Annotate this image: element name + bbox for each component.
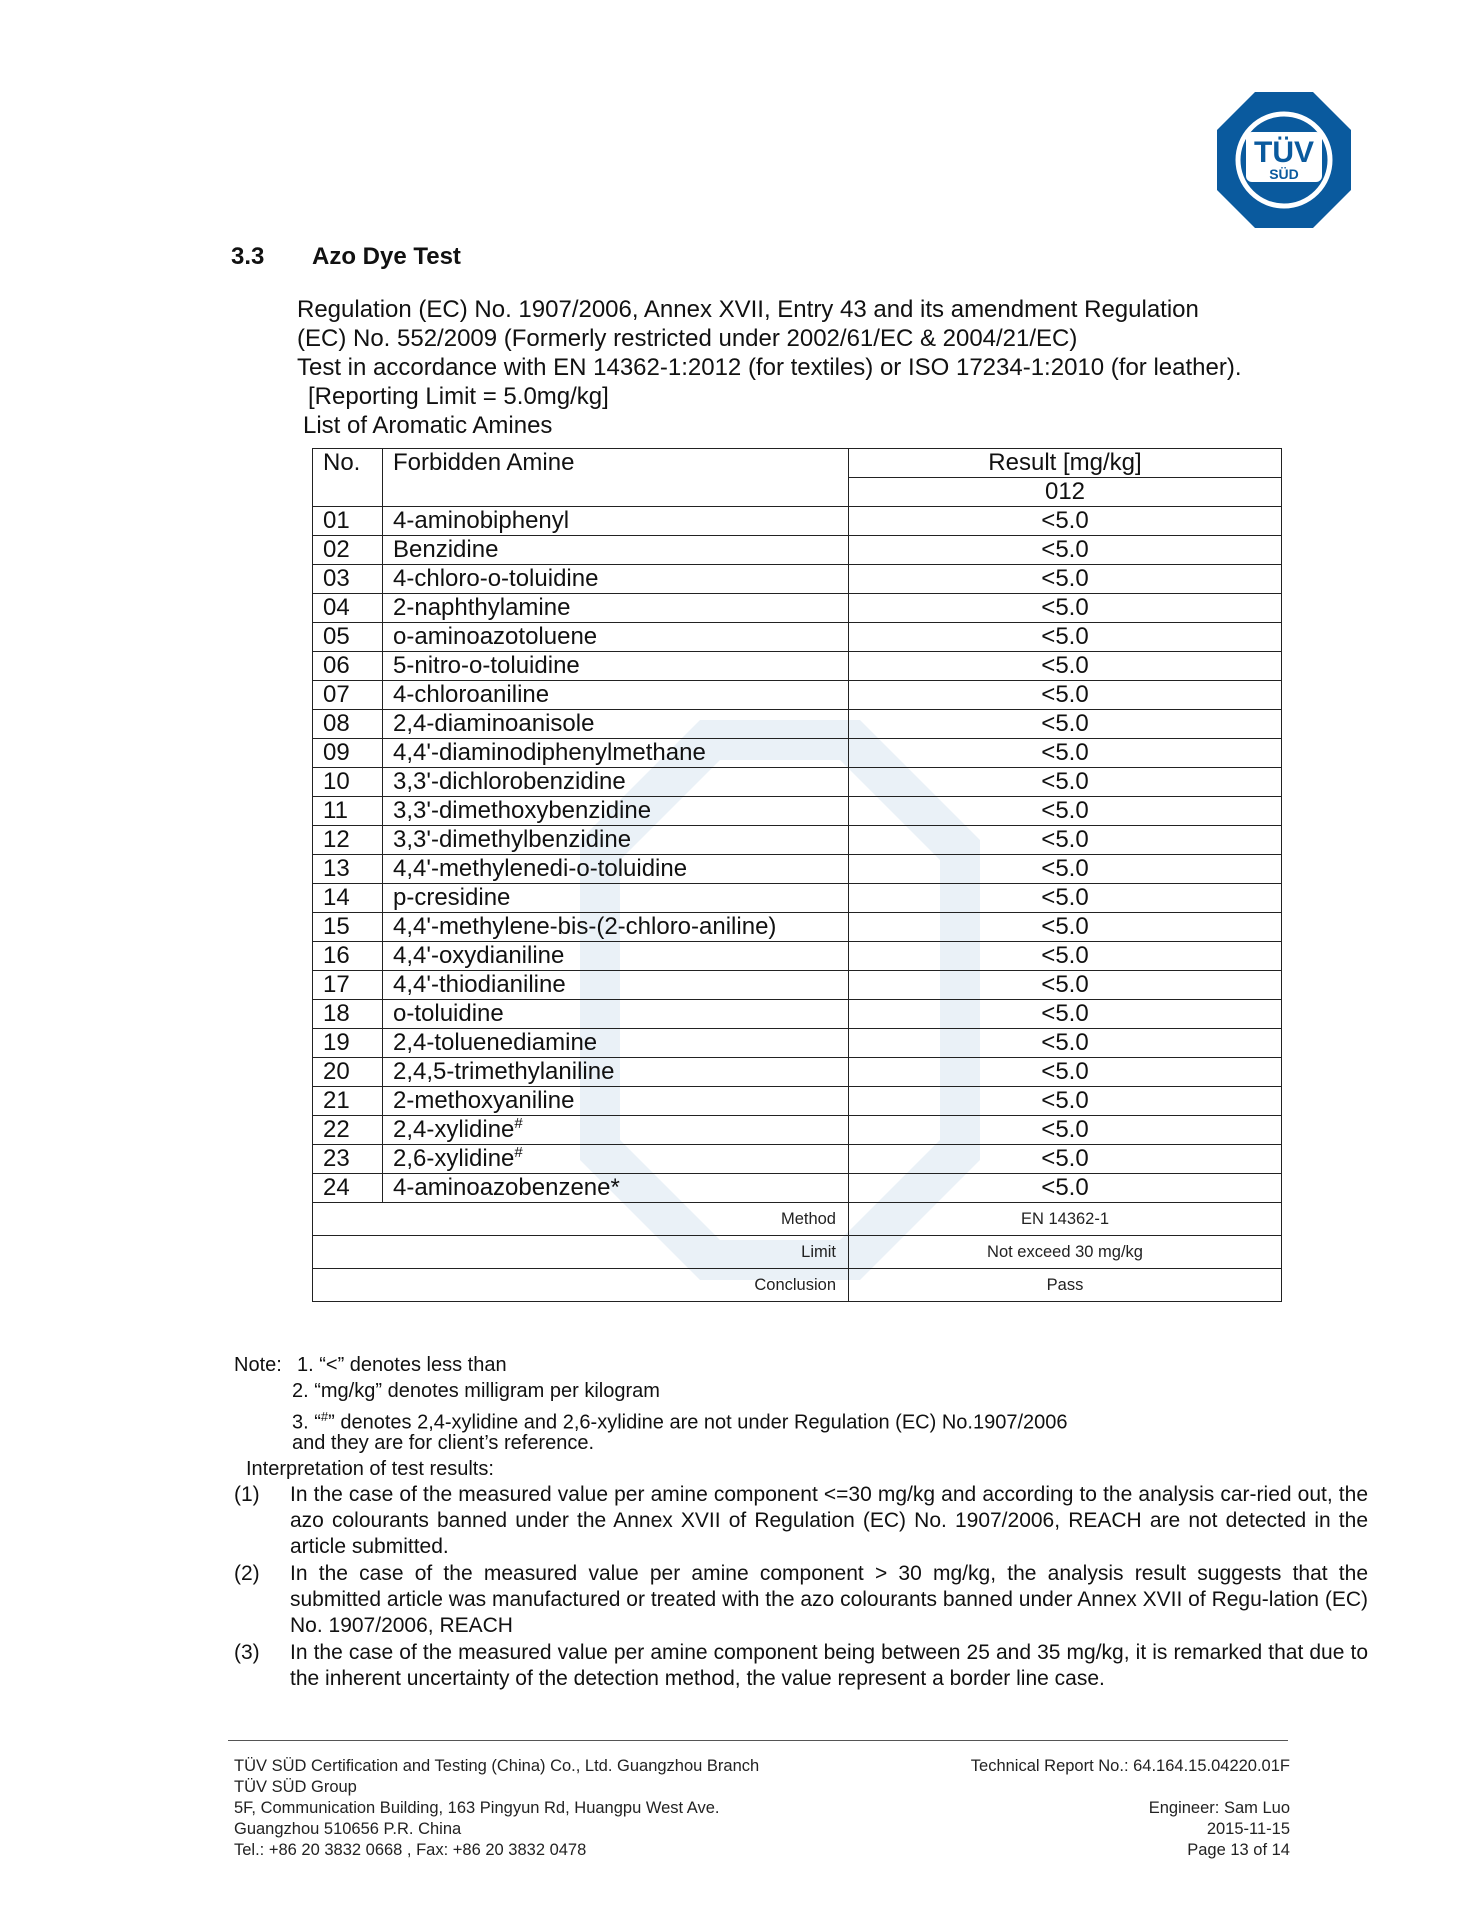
note-3-continued: and they are for client’s reference. [292,1432,595,1454]
logo-top-text: TÜV [1254,136,1314,169]
footer-company: TÜV SÜD Certification and Testing (China) Co., Ltd. Guangzhou Branch [234,1757,760,1775]
footer-group: TÜV SÜD Group [234,1778,357,1796]
row-result: <5.0 [849,1087,1282,1116]
row-amine: 2,4-diaminoanisole [383,710,849,739]
note-1: 1. “<” denotes less than [297,1354,507,1376]
limit-row [313,1236,1282,1269]
row-number: 01 [313,507,383,536]
table-row [313,855,1282,884]
footer-report-number: Technical Report No.: 64.164.15.04220.01F [970,1757,1290,1775]
tuv-sud-logo [1215,90,1353,230]
row-number: 02 [313,536,383,565]
row-number: 22 [313,1116,383,1145]
amine-list-title: List of Aromatic Amines [303,412,553,439]
row-amine: 4,4'-diaminodiphenylmethane [383,739,849,768]
section-number: 3.3 [231,243,265,270]
note-2: 2. “mg/kg” denotes milligram per kilogram [292,1380,660,1402]
interpretation-3-text: In the case of the measured value per amine component being between 25 and 35 mg/kg, it is remarked that due to the inherent uncertainty of the detection method, the value represent a border line case. [290,1641,1368,1690]
table-row [313,1058,1282,1087]
row-amine: 3,3'-dimethylbenzidine [383,826,849,855]
row-amine: 4-chloro-o-toluidine [383,565,849,594]
table-row [313,1116,1282,1145]
row-number: 24 [313,1174,383,1203]
row-amine: 4,4'-methylene-bis-(2-chloro-aniline) [383,913,849,942]
row-number: 15 [313,913,383,942]
logo-bottom-text: SÜD [1269,166,1299,182]
table-row [313,884,1282,913]
row-result: <5.0 [849,913,1282,942]
row-amine: 4-chloroaniline [383,681,849,710]
row-result: <5.0 [849,594,1282,623]
row-result: <5.0 [849,1029,1282,1058]
table-row [313,768,1282,797]
row-result: <5.0 [849,1058,1282,1087]
table-row [313,1029,1282,1058]
row-number: 07 [313,681,383,710]
reporting-limit: [Reporting Limit = 5.0mg/kg] [308,383,609,410]
table-row [313,942,1282,971]
row-amine: o-toluidine [383,1000,849,1029]
row-result: <5.0 [849,536,1282,565]
method-label: Method [313,1203,849,1236]
row-amine: 2,4-xylidine# [383,1116,849,1145]
intro-line-1: Regulation (EC) No. 1907/2006, Annex XVII, Entry 43 and its amendment Regulation [297,296,1199,323]
limit-value: Not exceed 30 mg/kg [849,1236,1282,1269]
row-amine: 2-naphthylamine [383,594,849,623]
row-number: 19 [313,1029,383,1058]
row-amine: p-cresidine [383,884,849,913]
row-amine: 4-aminobiphenyl [383,507,849,536]
table-row [313,826,1282,855]
conclusion-value: Pass [849,1269,1282,1302]
amine-results-table [312,448,1282,1302]
row-number: 03 [313,565,383,594]
footer-engineer: Engineer: Sam Luo [1148,1799,1290,1817]
table-row [313,1145,1282,1174]
row-result: <5.0 [849,710,1282,739]
section-title: Azo Dye Test [312,243,461,270]
row-amine: 4,4'-thiodianiline [383,971,849,1000]
row-number: 17 [313,971,383,1000]
row-result: <5.0 [849,826,1282,855]
row-result: <5.0 [849,623,1282,652]
table-row [313,536,1282,565]
row-result: <5.0 [849,797,1282,826]
table-row [313,1000,1282,1029]
row-result: <5.0 [849,739,1282,768]
interpretation-1-number: (1) [234,1483,260,1506]
table-row [313,652,1282,681]
row-amine: 2,4,5-trimethylaniline [383,1058,849,1087]
header-no: No. [313,449,383,507]
table-row [313,1087,1282,1116]
conclusion-row [313,1269,1282,1302]
intro-line-3: Test in accordance with EN 14362-1:2012 (for textiles) or ISO 17234-1:2010 (for leather). [297,354,1242,381]
row-result: <5.0 [849,507,1282,536]
row-number: 18 [313,1000,383,1029]
row-result: <5.0 [849,971,1282,1000]
row-result: <5.0 [849,652,1282,681]
row-result: <5.0 [849,855,1282,884]
row-amine: 2,6-xylidine# [383,1145,849,1174]
row-number: 16 [313,942,383,971]
footer-address-2: Guangzhou 510656 P.R. China [234,1820,462,1838]
interpretation-1-text: In the case of the measured value per amine component <=30 mg/kg and according to the analysis car-ried out, the azo colourants banned under the Annex XVII of Regulation (EC) No. 1907/2006, REACH are not detected in the article submitted. [290,1483,1368,1558]
row-number: 20 [313,1058,383,1087]
row-number: 13 [313,855,383,884]
footer-page-number: Page 13 of 14 [1187,1841,1290,1859]
row-result: <5.0 [849,1000,1282,1029]
table-row [313,1174,1282,1203]
row-amine: 2,4-toluenediamine [383,1029,849,1058]
limit-label: Limit [313,1236,849,1269]
row-amine: Benzidine [383,536,849,565]
table-row [313,594,1282,623]
row-result: <5.0 [849,565,1282,594]
interpretation-2-text: In the case of the measured value per amine component > 30 mg/kg, the analysis result suggests that the submitted article was manufactured or treated with the azo colourants banned under Annex XVII of Regu-lation (EC) No. 1907/2006, REACH [290,1562,1368,1637]
table-row [313,739,1282,768]
row-number: 11 [313,797,383,826]
footer-address-1: 5F, Communication Building, 163 Pingyun Rd, Huangpu West Ave. [234,1799,720,1817]
interpretation-title: Interpretation of test results: [246,1458,494,1480]
row-amine: 5-nitro-o-toluidine [383,652,849,681]
interpretation-3-number: (3) [234,1641,260,1664]
header-amine: Forbidden Amine [383,449,849,507]
row-number: 10 [313,768,383,797]
interpretation-2-number: (2) [234,1562,260,1585]
footer-contact: Tel.: +86 20 3832 0668 , Fax: +86 20 3832 0478 [234,1841,587,1859]
intro-line-2: (EC) No. 552/2009 (Formerly restricted under 2002/61/EC & 2004/21/EC) [297,325,1078,352]
method-row [313,1203,1282,1236]
row-number: 21 [313,1087,383,1116]
row-number: 08 [313,710,383,739]
row-result: <5.0 [849,1145,1282,1174]
row-result: <5.0 [849,1116,1282,1145]
row-result: <5.0 [849,1174,1282,1203]
table-row [313,797,1282,826]
table-row [313,971,1282,1000]
row-number: 06 [313,652,383,681]
table-row [313,710,1282,739]
table-row [313,507,1282,536]
table-row [313,681,1282,710]
row-amine: 4-aminoazobenzene* [383,1174,849,1203]
row-result: <5.0 [849,942,1282,971]
footer-date: 2015-11-15 [1206,1820,1290,1838]
conclusion-label: Conclusion [313,1269,849,1302]
row-result: <5.0 [849,681,1282,710]
row-result: <5.0 [849,884,1282,913]
row-amine: 2-methoxyaniline [383,1087,849,1116]
row-number: 23 [313,1145,383,1174]
row-amine: 4,4'-oxydianiline [383,942,849,971]
header-result: Result [mg/kg] [849,449,1282,478]
row-amine: 3,3'-dichlorobenzidine [383,768,849,797]
header-sample-id: 012 [849,478,1282,507]
row-amine: o-aminoazotoluene [383,623,849,652]
row-result: <5.0 [849,768,1282,797]
table-row [313,913,1282,942]
row-number: 05 [313,623,383,652]
row-amine: 4,4'-methylenedi-o-toluidine [383,855,849,884]
method-value: EN 14362-1 [849,1203,1282,1236]
row-number: 12 [313,826,383,855]
table-row [313,623,1282,652]
row-amine: 3,3'-dimethoxybenzidine [383,797,849,826]
row-number: 04 [313,594,383,623]
footer-divider [228,1740,1288,1741]
row-number: 09 [313,739,383,768]
table-row [313,565,1282,594]
table-header-row [313,449,1282,478]
note-label: Note: [234,1354,282,1376]
note-3: 3. “#” denotes 2,4-xylidine and 2,6-xylidine are not under Regulation (EC) No.1907/2006 [292,1409,1068,1434]
row-number: 14 [313,884,383,913]
